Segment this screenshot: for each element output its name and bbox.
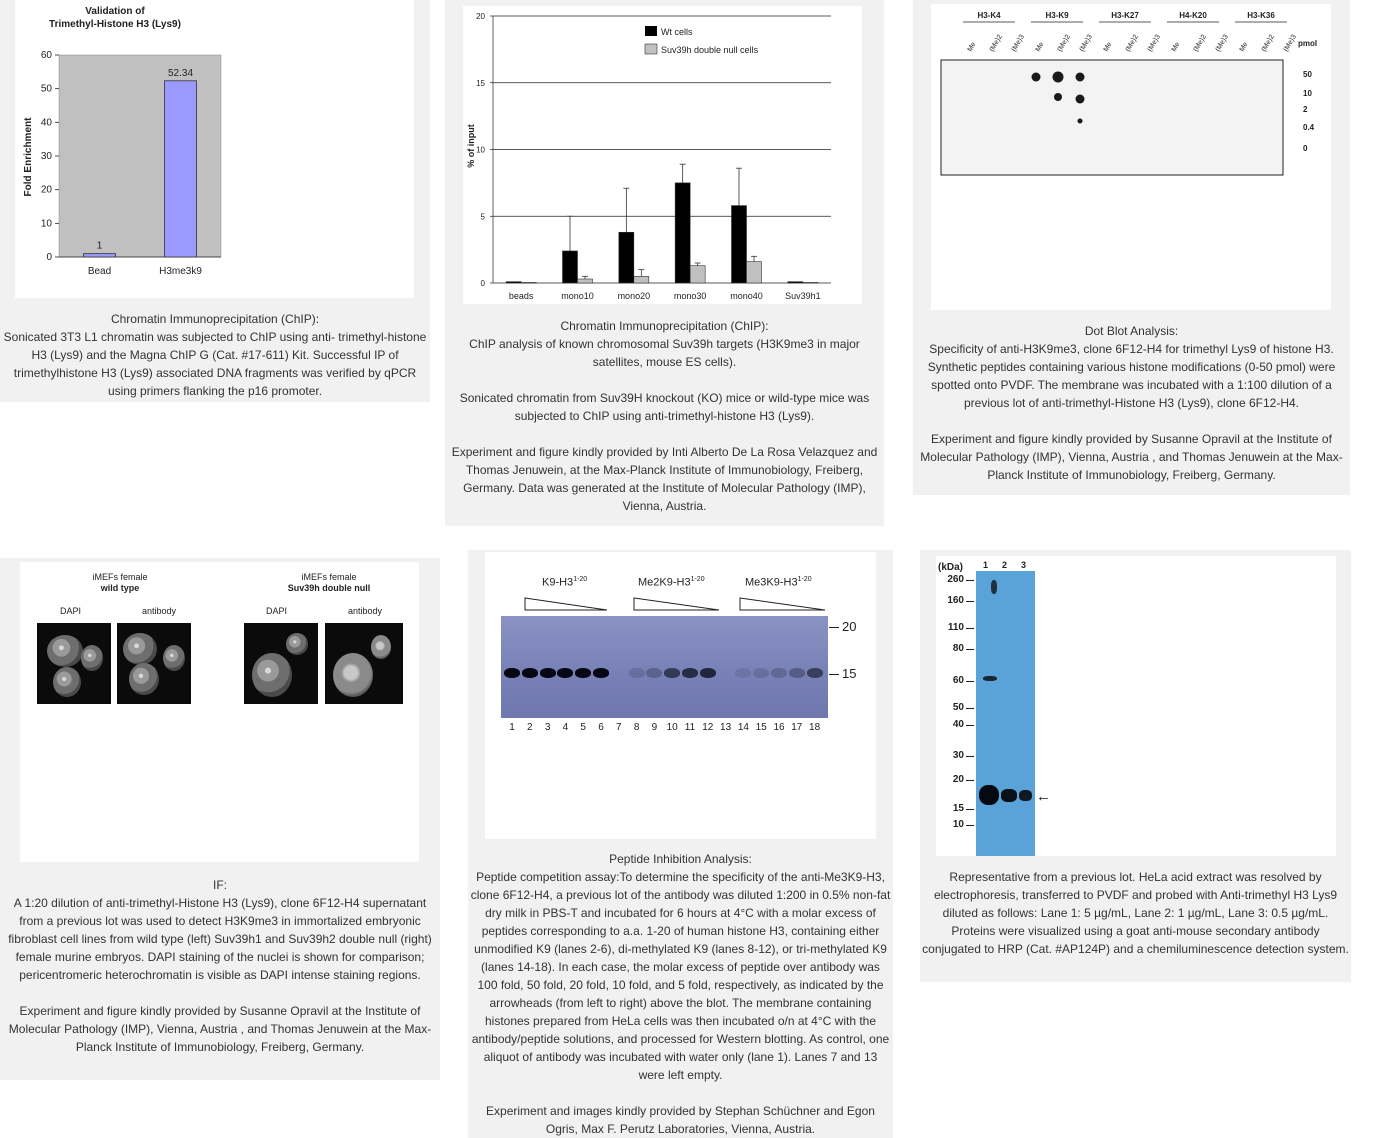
- if-label-antibody-left: antibody: [142, 606, 177, 616]
- peptide-caption: [470, 850, 891, 1138]
- chip-validation-chart: [15, 0, 414, 298]
- chart2-bar: [690, 266, 705, 283]
- peptide-caption-body: Peptide competition assay:To determine the specificity of the anti-Me3K9-H3, clone 6F12-H4, a previous lot of the antibody was diluted 1:200 in 0.5% non-fat dry milk in PBS-T and incubated for 6 hours at 4°C with a molar excess of peptides corresponding to a.a. 1-20 of human histone H3, containing either unmodified K9 (lanes 2-6), di-methylated K9 (lanes 8-12), or tri-methylated K9 (lanes 14-18). In each case, the molar excess of peptide over antibody was 100 fold, 50 fold, 20 fold, 10 fold, and 5 fold, respectively, as indicated by the arrowheads (from left to right) above the blot. The membrane containing histones prepared from HeLa cells was then incubated o/n at 4°C with the antibody/peptide solutions, and processed for Western blotting. As control, one aliquot of antibody was incubated with water only (lane 1). Lanes 7 and 13 were left empty.: [470, 870, 891, 1082]
- chart1-category-label: H3me3k9: [159, 266, 202, 277]
- chart2-ylabel: % of input: [466, 124, 476, 168]
- dot-lane-label: (Me)3: [1078, 33, 1094, 53]
- chart1-bar: [84, 254, 116, 257]
- western-marker-label: 50: [952, 702, 964, 713]
- peptide-band: [575, 668, 591, 678]
- legend-label-wt: Wt cells: [661, 27, 693, 37]
- chart2-bar: [563, 251, 578, 283]
- if-image-wt-dapi: [37, 623, 111, 704]
- chart1-ytick-label: 40: [40, 117, 52, 129]
- chart1-ytick-label: 30: [40, 151, 52, 162]
- peptide-group2-sup: 1-20: [690, 576, 705, 583]
- dot-lane-label: (Me)3: [1010, 33, 1026, 53]
- dot-lane-label: (Me)2: [1192, 33, 1208, 53]
- western-marker-tick: [966, 649, 974, 650]
- chart2-ytick-label: 5: [480, 212, 485, 222]
- dot-lane-label: (Me)2: [1260, 33, 1276, 53]
- peptide-lane-number: 12: [702, 722, 714, 733]
- western-marker-label: 10: [952, 819, 964, 830]
- if-caption-para2: Experiment and figure kindly provided by Susanne Opravil at the Institute of Molecular Pathology (IMP), Vienna, Austria , and Thomas Jenuwein at the Max-Planck Institute of Immunobiology, Freiberg, Germany.: [8, 1004, 432, 1054]
- if-label-dapi-left: DAPI: [60, 606, 82, 616]
- chart1-value-label: 1: [96, 240, 103, 252]
- chart2-ytick-label: 10: [476, 145, 485, 155]
- peptide-marker-15-tick: [829, 674, 839, 675]
- peptide-band: [700, 668, 716, 678]
- if-right-title: [254, 572, 404, 594]
- dotblot-caption-title: Dot Blot Analysis:: [1084, 324, 1179, 338]
- dot-pmol-value: 0: [1303, 144, 1308, 153]
- western-marker-tick: [966, 628, 974, 629]
- chart2-bar: [803, 282, 818, 283]
- dot-group-header: H3-K9: [1045, 11, 1069, 20]
- dot-pmol-value: 10: [1303, 89, 1312, 98]
- panel-if: [0, 558, 440, 1080]
- dot-pmol-value: 2: [1303, 105, 1308, 114]
- western-figure: [936, 556, 1336, 856]
- peptide-lane-number: 1: [509, 722, 515, 733]
- peptide-marker-20-tick: [829, 627, 839, 628]
- peptide-band: [522, 668, 538, 678]
- if-caption: [2, 876, 438, 1056]
- dot-lane-label: Me: [1102, 41, 1114, 53]
- chart2-category-label: mono10: [561, 291, 594, 301]
- peptide-lane-number: 10: [666, 722, 678, 733]
- western-marker-label: 40: [952, 719, 964, 730]
- dot-group-header: H3-K4: [977, 11, 1001, 20]
- if-caption-title: IF:: [213, 878, 227, 892]
- chart2-bar: [521, 282, 536, 283]
- western-marker-label: 110: [947, 622, 964, 633]
- legend-swatch-wt: [645, 26, 657, 36]
- chart2-ytick-label: 20: [476, 12, 485, 21]
- peptide-band: [557, 668, 573, 678]
- panel-chip-suv39h: [445, 0, 884, 526]
- peptide-band: [771, 668, 787, 678]
- chip-validation-caption: [2, 310, 428, 400]
- dot-pmol-value: 50: [1303, 70, 1312, 79]
- chart2-ytick-label: 15: [476, 78, 485, 88]
- dot-blot-figure: [931, 4, 1331, 310]
- chart1-title-line2: Trimethyl-Histone H3 (Lys9): [49, 19, 181, 30]
- dotblot-caption-body: Specificity of anti-H3K9me3, clone 6F12-H4 for trimethyl Lys9 of histone H3. Synthetic peptides containing various histone modifications (0-50 pmol) were spotted onto PVDF. The membrane was incubated with a 1:100 dilution of a previous lot of anti-trimethyl-Histone H3 (Lys9), clone 6F12-H4.: [927, 342, 1336, 410]
- peptide-caption-para2: Experiment and images kindly provided by Stephan Schüchner and Egon Ogris, Max F. Perutz Laboratories, Vienna, Austria.: [486, 1104, 875, 1136]
- peptide-lane-number: 5: [580, 722, 586, 733]
- peptide-lane-number: 18: [809, 722, 821, 733]
- peptide-lane-number: 13: [720, 722, 732, 733]
- if-left-title: [60, 572, 180, 594]
- chart1-bar: [165, 81, 197, 257]
- western-lane-label: 3: [1021, 560, 1027, 570]
- peptide-wedges: [485, 552, 876, 622]
- western-lane-label: 1: [983, 560, 989, 570]
- chart1-ytick-label: 10: [40, 218, 52, 230]
- peptide-lane-number: 4: [562, 722, 569, 733]
- chip1-caption-body: Sonicated 3T3 L1 chromatin was subjected to ChIP using anti- trimethyl-histone H3 (Lys9) and the Magna ChIP G (Cat. #17-611) Kit. Successful IP of trimethylhistone H3 (Lys9) associated DNA fragments was verified by qPCR using primers flanking the p16 promoter.: [3, 330, 427, 398]
- wedge-2: [634, 598, 719, 610]
- dot-spot: [1053, 72, 1064, 83]
- chart1-title-line1: Validation of: [85, 6, 145, 17]
- dot-spot: [1054, 93, 1062, 101]
- dot-lane-label: Me: [966, 41, 978, 53]
- western-marker-label: 15: [952, 803, 964, 814]
- western-marker-tick: [966, 756, 974, 757]
- legend-label-null: Suv39h double null cells: [661, 45, 759, 55]
- panel-chip-validation: [0, 0, 430, 402]
- chart2-category-label: mono40: [730, 291, 763, 301]
- western-kda-label: (kDa): [938, 562, 964, 573]
- peptide-group1-sup: 1-20: [573, 576, 588, 583]
- dot-lane-label: Me: [1034, 41, 1046, 53]
- if-label-antibody-right: antibody: [348, 606, 383, 616]
- if-right-title-1: iMEFs female: [301, 572, 357, 582]
- dot-blot-membrane: [941, 60, 1283, 175]
- dot-lane-label: (Me)2: [1124, 33, 1140, 53]
- western-marker-tick: [966, 725, 974, 726]
- chart1-ytick-label: 20: [40, 184, 52, 196]
- if-right-title-2: Suv39h double null: [287, 583, 371, 593]
- dot-group-header: H3-K36: [1247, 11, 1275, 20]
- chip1-caption-title: Chromatin Immunoprecipitation (ChIP):: [110, 312, 320, 326]
- peptide-band: [646, 668, 662, 678]
- peptide-lane-number: 11: [684, 722, 696, 733]
- western-band-lane2: [1001, 789, 1017, 802]
- peptide-band: [504, 668, 520, 678]
- chart1-ylabel: Fold Enrichment: [23, 117, 34, 197]
- dot-pmol-value: 0.4: [1303, 123, 1315, 132]
- chart1-ytick-label: 60: [40, 50, 52, 61]
- peptide-band: [753, 668, 769, 678]
- dot-spot: [1076, 95, 1085, 104]
- panel-peptide-inhibition: [468, 550, 893, 1138]
- peptide-lane-number: 15: [755, 722, 767, 733]
- chip-validation-figure: [15, 0, 414, 298]
- chip-suv39h-chart: [463, 6, 862, 304]
- panel-western: [920, 550, 1351, 982]
- chart2-bar: [634, 276, 649, 283]
- western-marker-tick: [966, 580, 974, 581]
- chart2-bar: [578, 279, 593, 283]
- peptide-lane-number: 7: [616, 722, 622, 733]
- dot-pmol-label: pmol: [1298, 39, 1318, 48]
- dot-lane-label: Me: [1170, 41, 1182, 53]
- chart2-bar: [747, 262, 762, 283]
- chip-suv39h-figure: [463, 6, 862, 304]
- western-marker-tick: [966, 681, 974, 682]
- dot-blot-caption: [915, 322, 1348, 484]
- western-marker-tick: [966, 780, 974, 781]
- western-marker-label: 160: [947, 595, 964, 606]
- peptide-caption-title: Peptide Inhibition Analysis:: [609, 852, 752, 866]
- if-left-title-2: wild type: [100, 583, 140, 593]
- peptide-lane-number: 8: [633, 722, 640, 733]
- peptide-lane-number: 14: [737, 722, 749, 733]
- chart2-ytick-label: 0: [480, 279, 485, 288]
- western-marker-tick: [966, 809, 974, 810]
- peptide-group2-text: Me2K9-H3: [638, 576, 691, 589]
- dot-spot: [1078, 119, 1083, 124]
- western-arrow-icon: ←: [1036, 788, 1051, 805]
- peptide-lane-number: 9: [651, 722, 658, 733]
- dot-blot-image: [931, 4, 1331, 310]
- dot-group-header: H3-K27: [1111, 11, 1139, 20]
- chart1-value-label: 52.34: [167, 67, 194, 79]
- western-lane-label: 2: [1002, 560, 1008, 570]
- dot-lane-label: (Me)3: [1214, 33, 1230, 53]
- chart2-bar: [506, 282, 521, 283]
- chart2-bar: [619, 232, 634, 283]
- dot-spot: [1076, 73, 1085, 82]
- peptide-lane-number: 16: [773, 722, 785, 733]
- chart2-category-label: mono20: [617, 291, 651, 301]
- western-marker-label: 80: [952, 643, 964, 654]
- chip2-caption-para2: Sonicated chromatin from Suv39H knockout (KO) mice or wild-type mice was subjected to ChIP using anti-trimethyl-histone H3 (Lys9).: [459, 391, 870, 423]
- peptide-band: [789, 668, 805, 678]
- chart2-category-label: mono30: [673, 291, 707, 301]
- peptide-lane-number: 17: [791, 722, 803, 733]
- chart2-bar: [675, 183, 690, 283]
- dot-lane-label: Me: [1238, 41, 1250, 53]
- if-label-dapi-right: DAPI: [266, 606, 288, 616]
- peptide-lane-number: 2: [527, 722, 533, 733]
- chart1-ytick-label: 50: [40, 83, 52, 95]
- peptide-group3-text: Me3K9-H3: [745, 576, 798, 589]
- peptide-band: [735, 668, 751, 678]
- peptide-lane-number: 3: [544, 722, 551, 733]
- western-marker-tick: [966, 601, 974, 602]
- western-marker-label: 60: [952, 675, 964, 686]
- dot-lane-label: (Me)3: [1282, 33, 1298, 53]
- western-caption: [922, 868, 1349, 958]
- dot-spot: [1032, 73, 1041, 82]
- chip2-caption-body: ChIP analysis of known chromosomal Suv39h targets (H3K9me3 in major satellites, mouse ES cells).: [469, 337, 860, 369]
- peptide-marker-15: 15: [842, 666, 857, 681]
- wedge-1: [525, 598, 607, 610]
- peptide-marker-20: 20: [842, 619, 857, 634]
- if-image-null-antibody: [325, 623, 403, 704]
- chart1-ytick-label: 0: [46, 252, 52, 263]
- peptide-blot-membrane: [501, 616, 828, 718]
- western-band-lane3: [1019, 790, 1032, 801]
- if-image-null-dapi: [244, 623, 318, 704]
- peptide-group1-text: K9-H3: [542, 576, 574, 589]
- panel-dot-blot: [913, 0, 1350, 495]
- chart2-bar: [732, 206, 747, 283]
- peptide-band: [540, 668, 556, 678]
- peptide-band: [807, 668, 823, 678]
- western-caption-body: Representative from a previous lot. HeLa acid extract was resolved by electrophoresis, transferred to PVDF and probed with Anti-trimethyl H3 Lys9 diluted as follows: Lane 1: 5 µg/mL, Lane 2: 1 µg/mL, Lane 3: 0.5 µg/mL. Proteins were visualized using a goat anti-mouse secondary antibody conjugated to HRP (Cat. #AP124P) and a chemiluminescence detection system.: [922, 870, 1349, 956]
- chip2-caption-para3: Experiment and figure kindly provided by Inti Alberto De La Rosa Velazquez and Thomas Jenuwein, at the Max-Planck Institute of Immunobiology, Freiberg, Germany. Data was generated at the Institute of Molecular Pathology (IMP), Vienna, Austria.: [451, 445, 878, 513]
- western-marker-label: 20: [952, 774, 964, 785]
- western-band-lane1: [979, 785, 999, 805]
- dotblot-caption-para2: Experiment and figure kindly provided by Susanne Opravil at the Institute of Molecular Pathology (IMP), Vienna, Austria , and Thomas Jenuwein at the Max-Planck Institute of Immunobiology, Freiberg, Germany.: [920, 432, 1343, 482]
- chart2-category-label: beads: [508, 291, 534, 301]
- chip-suv39h-caption: [447, 317, 882, 515]
- dot-lane-label: (Me)2: [988, 33, 1004, 53]
- western-marker-label: 30: [952, 750, 964, 761]
- if-left-title-1: iMEFs female: [92, 572, 148, 582]
- western-marker-label: 260: [947, 574, 964, 585]
- chip2-caption-title: Chromatin Immunoprecipitation (ChIP):: [560, 319, 769, 333]
- dot-lane-label: (Me)3: [1146, 33, 1162, 53]
- chart2-legend: [645, 26, 759, 55]
- western-band-60: [983, 676, 997, 681]
- peptide-group3-sup: 1-20: [797, 576, 812, 583]
- peptide-band: [664, 668, 680, 678]
- peptide-band: [682, 668, 698, 678]
- dot-lane-label: (Me)2: [1056, 33, 1072, 53]
- peptide-lane-number: 6: [598, 722, 604, 733]
- wedge-3: [740, 598, 825, 610]
- western-marker-tick: [966, 825, 974, 826]
- chart2-bar: [788, 282, 803, 283]
- peptide-figure: [485, 552, 876, 839]
- chart2-category-label: Suv39h1: [785, 291, 821, 301]
- if-image-wt-antibody: [117, 623, 191, 704]
- western-film: [976, 571, 1035, 856]
- dot-group-header: H4-K20: [1179, 11, 1207, 20]
- peptide-band: [593, 668, 609, 678]
- peptide-band: [629, 668, 645, 678]
- western-marker-tick: [966, 708, 974, 709]
- legend-swatch-null: [645, 44, 657, 54]
- chart1-category-label: Bead: [87, 266, 112, 277]
- if-figure: [20, 562, 419, 862]
- if-caption-body: A 1:20 dilution of anti-trimethyl-Histone H3 (Lys9), clone 6F12-H4 supernatant from a previous lot was used to detect H3K9me3 in immortalized embryonic fibroblast cell lines from wild type (left) Suv39h1 and Suv39h2 double null (right) female murine embryos. DAPI staining of the nuclei is shown for comparison; pericentromeric heterochromatin is visible as DAPI intense staining regions.: [8, 896, 432, 982]
- western-spot-top: [991, 580, 997, 594]
